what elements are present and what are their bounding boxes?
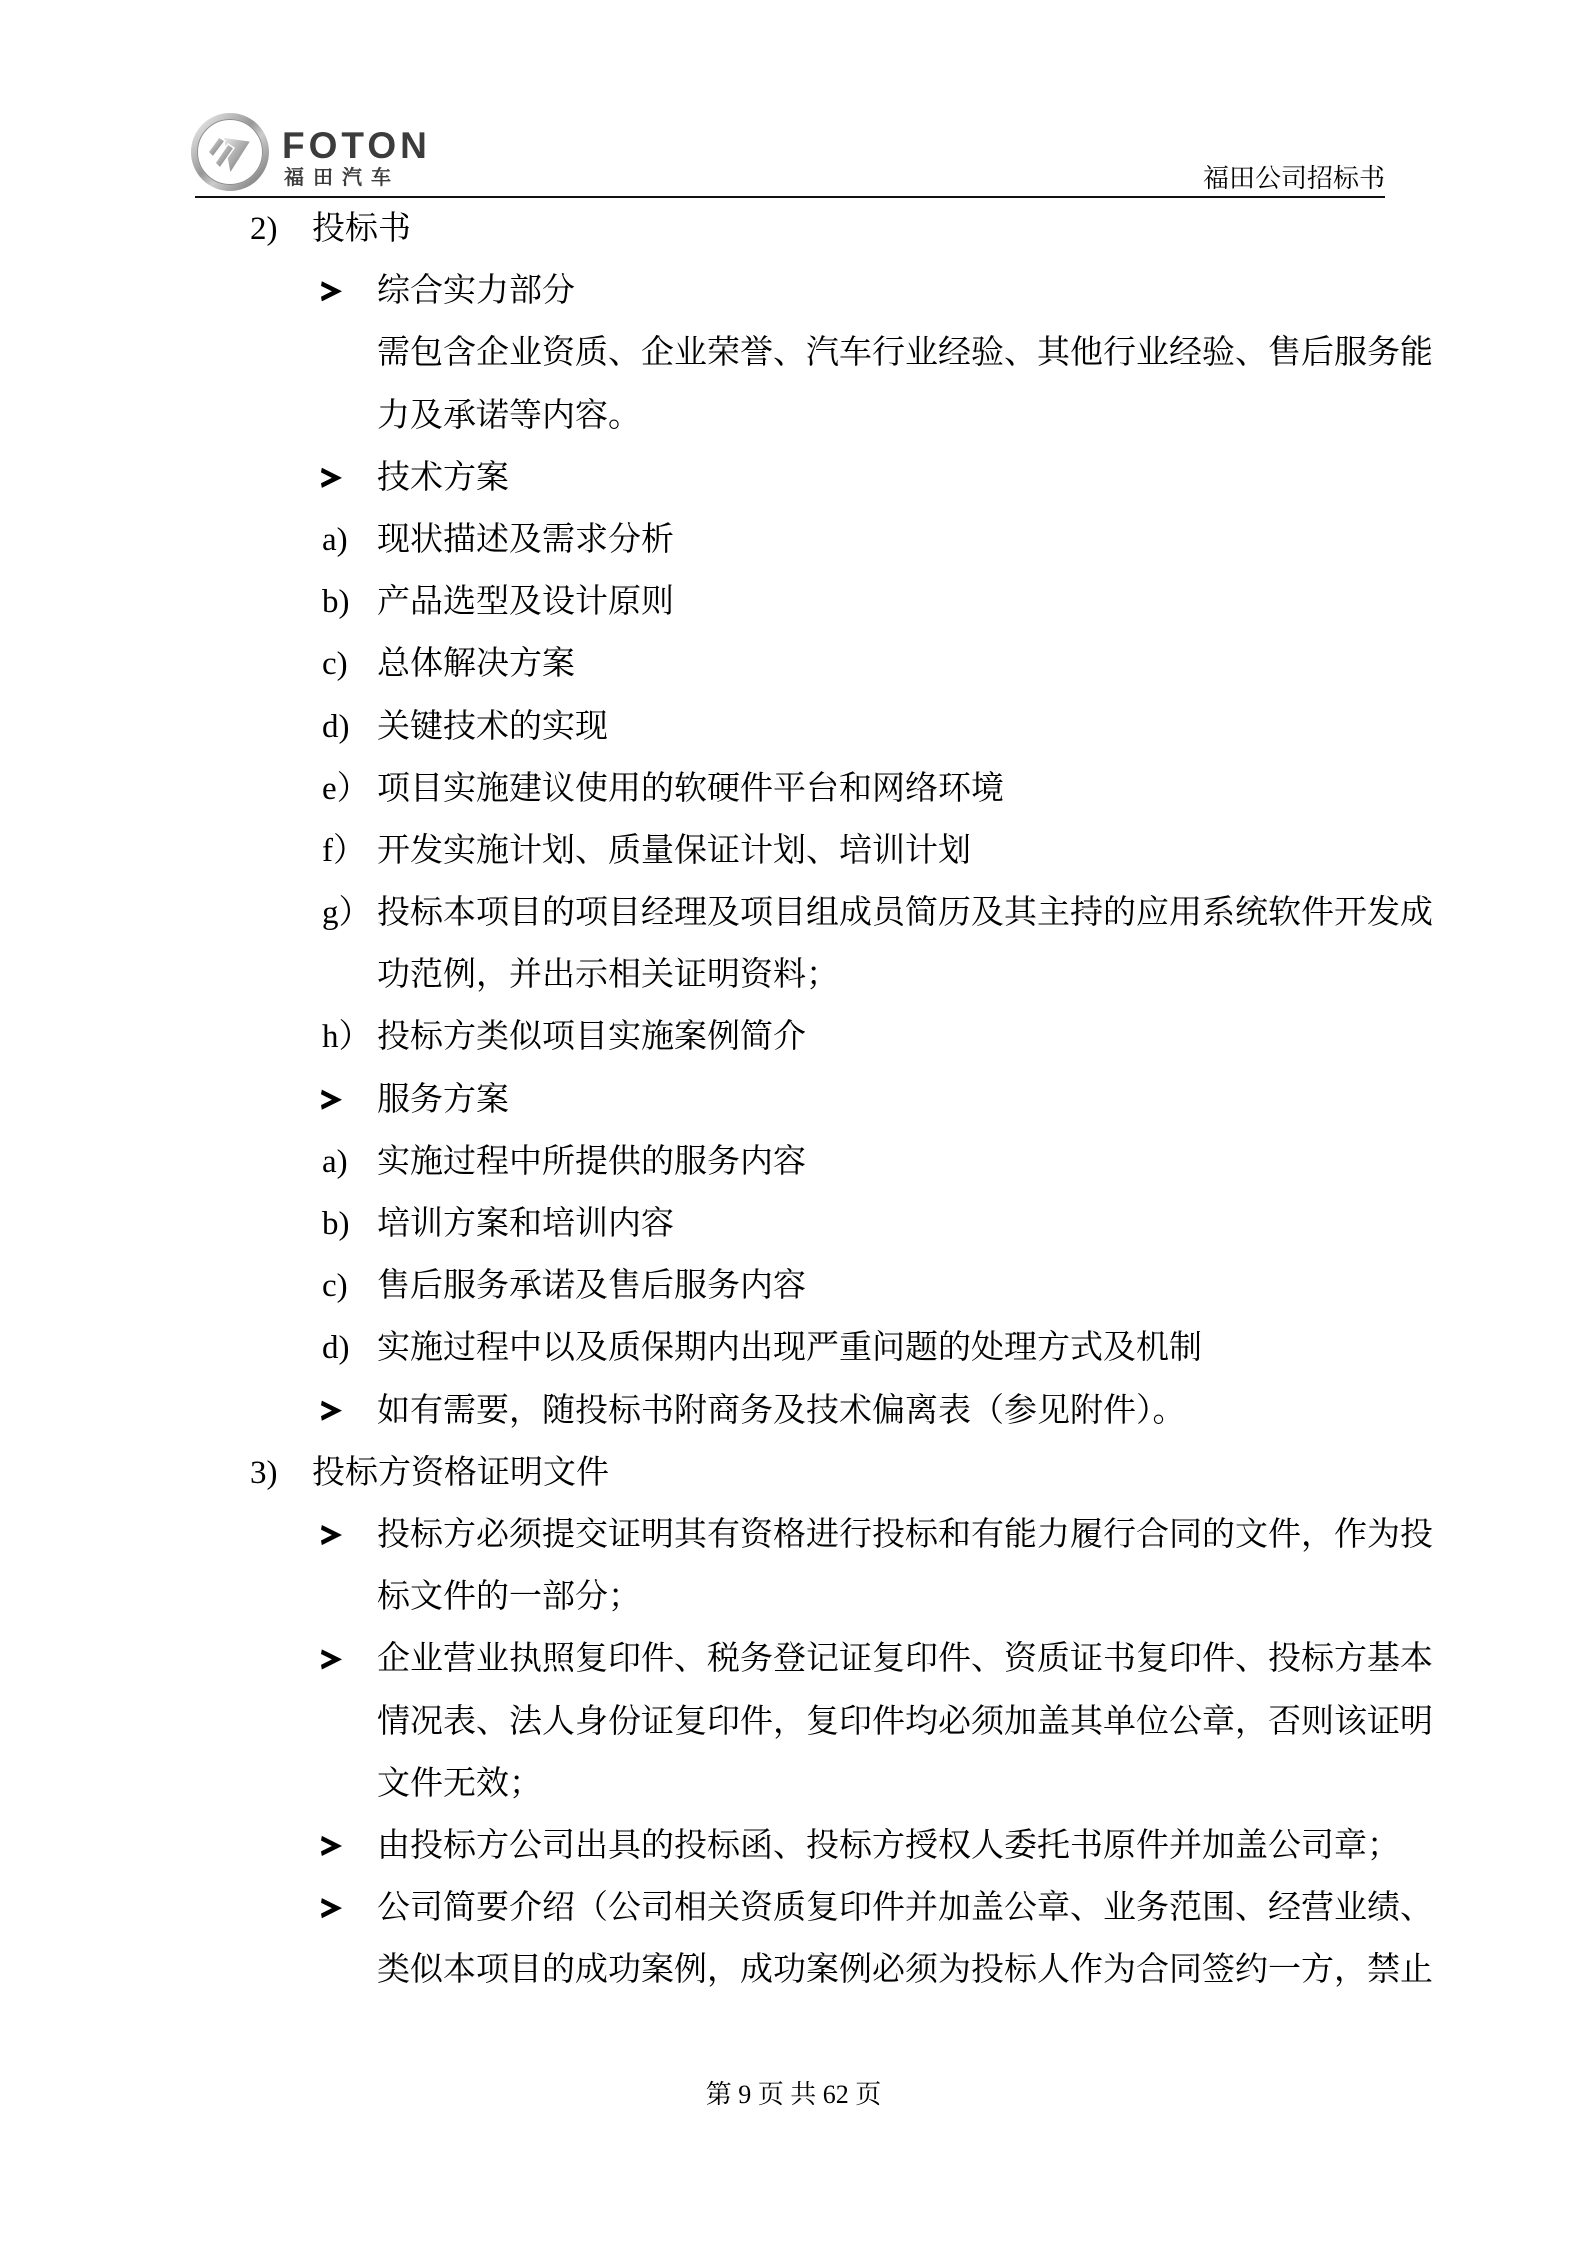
list-item-text: 实施过程中以及质保期内出现严重问题的处理方式及机制 (377, 1330, 1202, 1367)
list-item-text: 投标方类似项目实施案例简介 (377, 1019, 806, 1056)
list-item (0, 1193, 1587, 1255)
list-item-text: 开发实施计划、质量保证计划、培训计划 (377, 832, 971, 869)
list-item-text: 产品选型及设计原则 (377, 584, 674, 621)
list-item-text: 投标本项目的项目经理及项目组成员简历及其主持的应用系统软件开发成 (377, 895, 1433, 932)
list-item-text: 投标书 (312, 211, 411, 247)
list-item-text: 培训方案和培训内容 (377, 1206, 674, 1242)
list-marker (321, 467, 377, 488)
list-item-text: 情况表、法人身份证复印件，复印件均必须加盖其单位公章，否则该证明 (377, 1703, 1433, 1740)
list-item (0, 758, 1587, 820)
list-marker (321, 1525, 377, 1546)
list-item-text: 需包含企业资质、企业荣誉、汽车行业经验、其他行业经验、售后服务能 (377, 335, 1433, 372)
list-marker: c) (322, 646, 348, 683)
list-item-text: 由投标方公司出具的投标函、投标方授权人委托书原件并加盖公司章； (377, 1827, 1400, 1864)
list-item (0, 1504, 1587, 1566)
list-item-text: 文件无效； (377, 1765, 542, 1802)
list-marker: a) (322, 1143, 348, 1180)
doc-title: 福田公司招标书 (1202, 164, 1385, 193)
list-item-text: 现状描述及需求分析 (377, 521, 674, 558)
list-item (0, 260, 1587, 322)
arrow-bullet-icon (321, 467, 342, 488)
list-item-text: 力及承诺等内容。 (377, 397, 641, 434)
list-item (0, 571, 1587, 633)
list-item-text: 类似本项目的成功案例，成功案例必须为投标人作为合同签约一方，禁止 (377, 1952, 1433, 1989)
list-marker: h） (322, 1019, 372, 1056)
list-item (0, 696, 1587, 758)
list-marker: 2) (250, 211, 278, 247)
brand-wordmark: FOTON (282, 125, 431, 166)
list-item (0, 1628, 1587, 1690)
list-marker: a) (322, 521, 348, 558)
list-item-text: 投标方资格证明文件 (312, 1454, 609, 1491)
list-marker (321, 1898, 377, 1919)
list-marker: b) (322, 1206, 350, 1242)
arrow-bullet-icon (321, 281, 342, 302)
list-item (0, 1069, 1587, 1131)
list-item (0, 509, 1587, 571)
arrow-bullet-icon (321, 1400, 342, 1421)
list-item-text: 技术方案 (377, 459, 509, 496)
list-item (0, 1131, 1587, 1193)
list-item-text: 投标方必须提交证明其有资格进行投标和有能力履行合同的文件，作为投 (377, 1516, 1433, 1553)
list-item (0, 1380, 1587, 1442)
list-item-text: 售后服务承诺及售后服务内容 (377, 1268, 806, 1305)
arrow-bullet-icon (321, 1525, 342, 1546)
list-item (0, 447, 1587, 509)
list-marker (321, 1089, 377, 1110)
list-item (0, 1566, 1587, 1628)
list-item-text: 公司简要介绍（公司相关资质复印件并加盖公章、业务范围、经营业绩、 (377, 1890, 1433, 1927)
list-item-text: 如有需要，随投标书附商务及技术偏离表（参见附件）。 (377, 1392, 1186, 1429)
list-marker (321, 281, 377, 302)
list-item (0, 322, 1587, 384)
list-item-text: 总体解决方案 (377, 646, 575, 683)
list-item (0, 1442, 1587, 1504)
page-footer: 第 9 页 共 62 页 (705, 2080, 882, 2109)
list-item (0, 1753, 1587, 1815)
foton-logo-icon (190, 112, 270, 192)
list-item-text: 项目实施建议使用的软硬件平台和网络环境 (377, 770, 1004, 807)
list-item-text: 标文件的一部分； (377, 1579, 641, 1616)
list-item (0, 1255, 1587, 1317)
list-marker: c) (322, 1268, 348, 1305)
list-item (0, 1815, 1587, 1877)
list-item (0, 1691, 1587, 1753)
list-item (0, 882, 1587, 944)
list-item (0, 944, 1587, 1006)
list-item-text: 综合实力部分 (377, 273, 575, 310)
foton-logo (190, 112, 270, 192)
list-item (0, 1317, 1587, 1379)
list-marker (321, 1649, 377, 1670)
list-item-text: 关键技术的实现 (377, 708, 608, 745)
arrow-bullet-icon (321, 1649, 342, 1670)
list-item-text: 企业营业执照复印件、税务登记证复印件、资质证书复印件、投标方基本 (377, 1641, 1433, 1678)
list-marker: f） (322, 832, 366, 869)
list-item (0, 1877, 1587, 1939)
document-body (0, 198, 1587, 2001)
list-marker: d) (322, 708, 350, 745)
list-marker: b) (322, 584, 350, 621)
arrow-bullet-icon (321, 1089, 342, 1110)
list-item (0, 633, 1587, 695)
list-item (0, 385, 1587, 447)
list-marker: e） (322, 770, 370, 807)
list-item (0, 198, 1587, 260)
arrow-bullet-icon (321, 1835, 342, 1856)
list-marker: d) (322, 1330, 350, 1367)
list-item-text: 功范例，并出示相关证明资料； (377, 957, 839, 994)
list-item-text: 实施过程中所提供的服务内容 (377, 1143, 806, 1180)
list-marker (321, 1835, 377, 1856)
list-marker (321, 1400, 377, 1421)
list-item (0, 820, 1587, 882)
list-item-text: 服务方案 (377, 1081, 509, 1118)
list-item (0, 1006, 1587, 1068)
brand-wordmark-cn: 福田汽车 (284, 167, 400, 189)
arrow-bullet-icon (321, 1898, 342, 1919)
list-item (0, 1939, 1587, 2001)
list-marker: 3) (250, 1454, 278, 1491)
list-marker: g） (322, 895, 372, 932)
